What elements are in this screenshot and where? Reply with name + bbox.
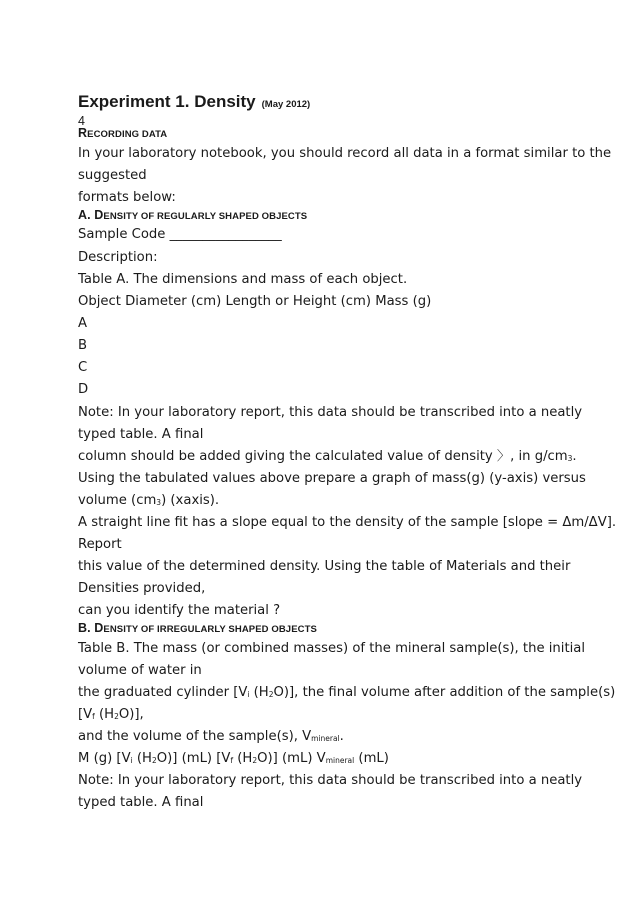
table-b-line-3: the graduated cylinder [Vi (H2O)], the final volume after addition of the sample(s) — [78, 685, 616, 700]
title-date: (May 2012) — [261, 99, 311, 110]
note-b-line-2: typed table. A final — [78, 795, 204, 810]
table-a-row-label: D — [78, 382, 89, 397]
table-b-line-1: Table B. The mass (or combined masses) of the mineral sample(s), the initial — [78, 641, 586, 656]
table-b-header: M (g) [Vi (H2O)] (mL) [Vf (H2O)] (mL) Vmineral (mL) — [78, 751, 389, 766]
table-b-line-5: and the volume of the sample(s), Vmineral. — [78, 729, 344, 744]
sample-code-line: Sample Code _________________ — [78, 227, 282, 242]
note-a-line-2: typed table. A final — [78, 427, 204, 442]
intro-line-3: formats below: — [78, 190, 176, 205]
table-a-row-label: A — [78, 316, 88, 331]
table-a-header: Object Diameter (cm) Length or Height (cm) Mass (g) — [78, 294, 432, 309]
table-a-row-label: C — [78, 360, 88, 375]
graph-instruction-line-1: Using the tabulated values above prepare a graph of mass(g) (y-axis) versus — [78, 471, 586, 486]
table-a-row-label: B — [78, 338, 88, 353]
description-line: Description: — [78, 250, 158, 265]
title-text: Experiment 1. Density — [78, 92, 256, 111]
note-a-line-3: column should be added giving the calculated value of density 〉, in g/cm3. — [78, 449, 577, 464]
intro-line-2: suggested — [78, 168, 147, 183]
density-symbol: 〉 — [496, 449, 511, 464]
slope-line-5: can you identify the material ? — [78, 603, 281, 618]
slope-line-2: Report — [78, 537, 122, 552]
table-b-line-2: volume of water in — [78, 663, 202, 678]
slope-line-4: Densities provided, — [78, 581, 206, 596]
table-a-caption: Table A. The dimensions and mass of each object. — [78, 272, 408, 287]
page-title — [78, 92, 310, 115]
graph-instruction-line-2: volume (cm3) (xaxis). — [78, 493, 220, 508]
intro-line-1: In your laboratory notebook, you should record all data in a format similar to the — [78, 146, 612, 161]
section-heading-recording-data: RECORDING DATA — [78, 126, 168, 140]
section-heading-b: B. DENSITY OF IRREGULARLY SHAPED OBJECTS — [78, 621, 317, 635]
table-b-line-4: [Vf (H2O)], — [78, 707, 144, 722]
note-b-line-1: Note: In your laboratory report, this data should be transcribed into a neatly — [78, 773, 583, 788]
section-heading-a: A. DENSITY OF REGULARLY SHAPED OBJECTS — [78, 208, 308, 222]
page-number: 4 — [78, 114, 85, 128]
note-a-line-1: Note: In your laboratory report, this data should be transcribed into a neatly — [78, 405, 583, 420]
slope-line-1: A straight line fit has a slope equal to the density of the sample [slope = Δm/ΔV]. — [78, 515, 617, 530]
slope-line-3: this value of the determined density. Using the table of Materials and their — [78, 559, 571, 574]
